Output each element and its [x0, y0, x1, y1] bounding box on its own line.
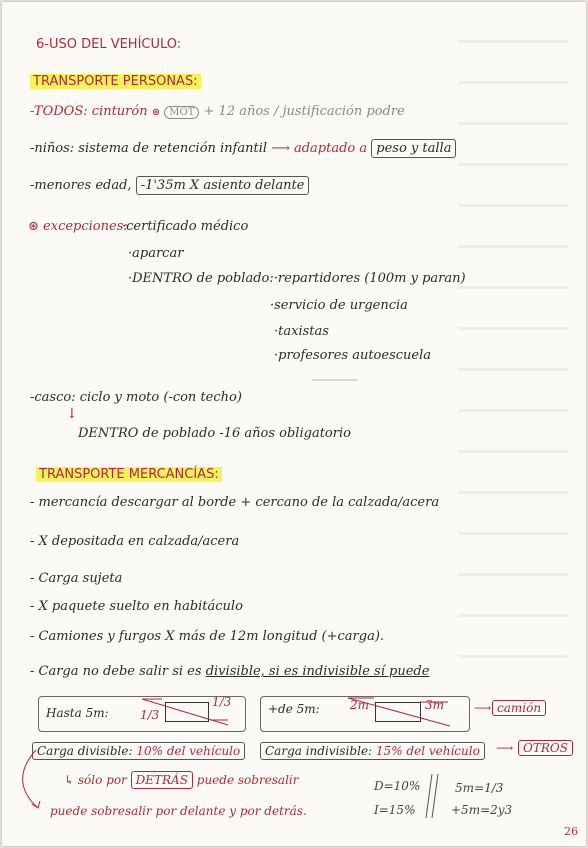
exception-item: ·aparcar: [128, 246, 184, 261]
page-number: 26: [564, 825, 578, 838]
mas5-label: +de 5m:: [268, 702, 320, 716]
line-m5: - Camiones y furgos X más de 12m longitud (+carga).: [30, 629, 385, 644]
fraction-back: 1/3: [212, 695, 232, 709]
line-m3: - Carga sujeta: [30, 571, 123, 586]
menores-text: -menores edad,: [30, 178, 132, 193]
detras-box: DETRÁS: [131, 771, 193, 789]
ninos-adapted: adaptado a: [293, 141, 368, 156]
page-title: 6-USO DEL VEHÍCULO:: [36, 37, 182, 52]
notebook-page: [2, 2, 586, 846]
asterisk-icon: ⊛: [28, 219, 39, 234]
solo-text: sólo por: [77, 773, 127, 787]
fraction-front: 1/3: [140, 708, 160, 722]
exception-item: ·profesores autoescuela: [274, 348, 432, 363]
exception-item: ·servicio de urgencia: [270, 298, 408, 313]
indivisible-value: 15% del vehículo: [375, 744, 480, 758]
line-final: puede sobresalir por delante y por detrás.: [50, 804, 307, 818]
todos-age: + 12 años / justificación podre: [203, 104, 405, 119]
front-2m: 2m: [350, 698, 370, 712]
back-3m: 3m: [425, 698, 445, 712]
line-m1: - mercancía descargar al borde + cercano de la calzada/acera: [30, 495, 440, 510]
section-heading-mercancias: TRANSPORTE MERCANCÍAS:: [36, 467, 222, 482]
divisible-value: 10% del vehículo: [136, 744, 241, 758]
line-casco: -casco: ciclo y moto (-con techo): [30, 390, 242, 405]
ninos-text: -niños: sistema de retención infantil: [30, 141, 268, 156]
rule-5m: 5m=1/3: [455, 781, 504, 795]
camion-box: camión: [492, 700, 546, 716]
otros-box: OTROS: [518, 740, 573, 756]
hasta5-text: Hasta 5m:: [46, 706, 109, 720]
hand-drawn-strokes: [2, 2, 586, 846]
i-equation: I=15%: [374, 803, 416, 817]
m6-text: - Carga no debe salir si es: [30, 664, 202, 679]
exception-item: ·taxistas: [274, 324, 329, 339]
line-m4: - X paquete suelto en habitáculo: [30, 599, 243, 614]
indivisible-label: Carga indivisible:: [265, 744, 373, 758]
solo-text2: puede sobresalir: [196, 773, 299, 787]
todos-text: -TODOS: cinturón: [30, 104, 148, 119]
menores-box: -1'35m X asiento delante: [136, 176, 310, 195]
mot-circle: MOT: [164, 106, 199, 119]
exception-item: ·certificado médico: [122, 219, 249, 234]
down-arrow-icon: ↓: [66, 406, 78, 422]
line-casco-detail: DENTRO de poblado -16 años obligatorio: [78, 426, 351, 441]
rule-plus5m: +5m=2y3: [451, 803, 513, 817]
arrow-icon: ⟶: [271, 141, 290, 156]
section-heading-personas: TRANSPORTE PERSONAS:: [30, 74, 201, 89]
arrow-icon: ⟶: [496, 741, 514, 755]
arrow-icon: ⟶: [474, 701, 492, 715]
return-arrow-icon: ↳: [64, 773, 75, 787]
exception-item: ·DENTRO de poblado:·repartidores (100m y paran): [128, 271, 466, 286]
exceptions-text: excepciones:: [43, 219, 128, 234]
line-m2: - X depositada en calzada/acera: [30, 534, 240, 549]
d-equation: D=10%: [374, 779, 421, 793]
peso-talla-box: peso y talla: [371, 139, 456, 158]
divisible-label: Carga divisible:: [37, 744, 133, 758]
m6-underlined: divisible, si es indivisible sí puede: [205, 664, 430, 679]
asterisk-icon: ⊛: [151, 107, 161, 118]
